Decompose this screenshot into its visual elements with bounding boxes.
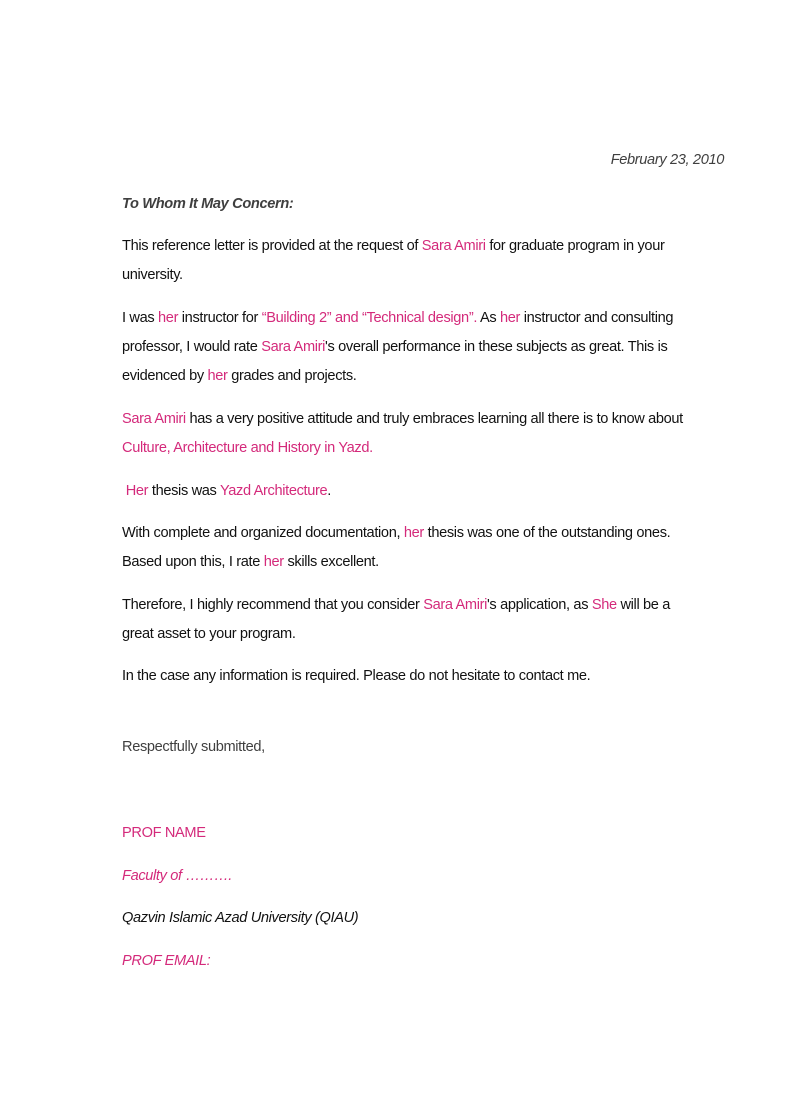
paragraph-6-line-2: great asset to your program. <box>122 626 296 642</box>
text: instructor and consulting <box>520 310 674 326</box>
paragraph-5-line-1 <box>122 525 670 541</box>
paragraph-2-line-1 <box>122 310 673 326</box>
signature-faculty: Faculty of ………. <box>122 868 232 884</box>
thesis-topic: Yazd Architecture <box>219 483 328 499</box>
text: 's application, as <box>487 597 592 613</box>
pronoun: her <box>403 525 424 541</box>
text: 's overall performance in these subjects as great. This is <box>325 339 668 355</box>
paragraph-3-line-1 <box>122 411 683 427</box>
pronoun: her <box>158 310 179 326</box>
paragraph-2-line-3 <box>122 368 357 384</box>
text: Based upon this, I rate <box>122 554 264 570</box>
text: has a very positive attitude and truly embraces learning all there is to know about <box>185 411 683 427</box>
text: professor, I would rate <box>122 339 262 355</box>
pronoun: She <box>591 597 617 613</box>
text: for graduate program in your <box>485 238 665 254</box>
text: Therefore, I highly recommend that you consider <box>122 597 424 613</box>
student-name: Sara Amiri <box>122 411 186 427</box>
paragraph-4 <box>122 483 331 499</box>
pronoun: Her <box>122 483 149 499</box>
pronoun: her <box>499 310 521 326</box>
text: skills excellent. <box>283 554 379 570</box>
student-name: Sara Amiri <box>261 339 326 355</box>
salutation: To Whom It May Concern: <box>122 196 294 212</box>
paragraph-7: In the case any information is required. Please do not hesitate to contact me. <box>122 668 591 684</box>
text: As <box>477 310 500 326</box>
text: I was <box>122 310 159 326</box>
letter-date: February 23, 2010 <box>610 152 724 168</box>
paragraph-1-line-2: university. <box>122 267 183 283</box>
signature-university: Qazvin Islamic Azad University (QIAU) <box>122 910 359 926</box>
signature-name: PROF NAME <box>122 825 206 841</box>
paragraph-2-line-2 <box>122 339 667 355</box>
text: will be a <box>616 597 671 613</box>
student-name: Sara Amiri <box>423 597 487 613</box>
text: thesis was <box>148 483 220 499</box>
closing: Respectfully submitted, <box>122 739 265 755</box>
paragraph-3-line-2: Culture, Architecture and History in Yazd. <box>122 440 373 456</box>
text: grades and projects. <box>227 368 357 384</box>
text: instructor for <box>178 310 262 326</box>
pronoun: her <box>207 368 228 384</box>
course-names: “Building 2” and “Technical design”. <box>261 310 478 326</box>
pronoun: her <box>263 554 284 570</box>
paragraph-5-line-2 <box>122 554 379 570</box>
text: evidenced by <box>122 368 208 384</box>
text: This reference letter is provided at the request of <box>122 238 422 254</box>
text: With complete and organized documentation, <box>122 525 404 541</box>
paragraph-1-line-1 <box>122 238 664 254</box>
signature-email: PROF EMAIL: <box>122 953 211 969</box>
text: thesis was one of the outstanding ones. <box>423 525 671 541</box>
student-name: Sara Amiri <box>421 238 486 254</box>
text: . <box>327 483 332 499</box>
paragraph-6-line-1 <box>122 597 670 613</box>
